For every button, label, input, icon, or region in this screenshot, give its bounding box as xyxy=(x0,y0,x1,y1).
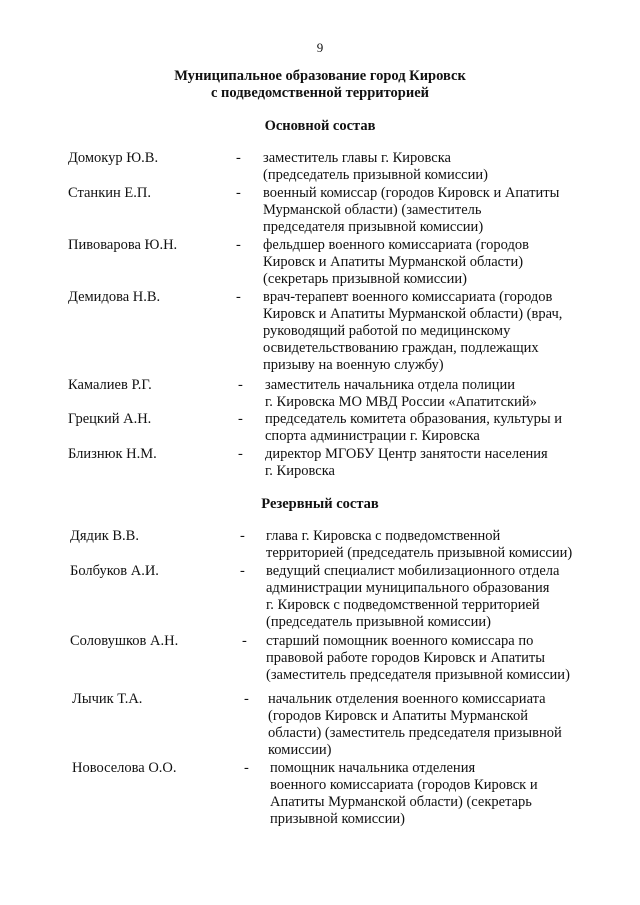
member-description-line: спорта администрации г. Кировска xyxy=(265,428,480,444)
member-description-line: (городов Кировск и Апатиты Мурманской xyxy=(268,708,528,724)
member-description-line: г. Кировска МО МВД России «Апатитский» xyxy=(265,394,537,410)
member-dash: - xyxy=(236,185,241,201)
member-name: Домокур Ю.В. xyxy=(68,150,159,166)
member-description-line: Кировск и Апатиты Мурманской области) xyxy=(263,254,524,270)
member-description-line: заместитель начальника отдела полиции xyxy=(265,377,516,393)
member-description-line: руководящий работой по медицинскому xyxy=(263,323,511,339)
member-description-line: (заместитель председателя призывной комиссии) xyxy=(266,667,570,683)
member-description-line: г. Кировска xyxy=(265,463,335,479)
member-description-line: Апатиты Мурманской области) (секретарь xyxy=(270,794,532,810)
member-description-line: г. Кировск с подведомственной территорией xyxy=(266,597,540,613)
member-description-line: (секретарь призывной комиссии) xyxy=(263,271,467,287)
document-title-line-1: Муниципальное образование город Кировск xyxy=(174,68,466,84)
section-heading-main: Основной состав xyxy=(264,118,376,134)
document-title-line-2: с подведомственной территорией xyxy=(210,85,430,101)
member-description-line: старший помощник военного комиссара по xyxy=(266,633,534,649)
member-description-line: Мурманской области) (заместитель xyxy=(263,202,482,218)
member-description-line: Кировск и Апатиты Мурманской области) (врач, xyxy=(263,306,563,322)
member-dash: - xyxy=(240,563,245,579)
member-description-line: комиссии) xyxy=(268,742,332,758)
member-description-line: ведущий специалист мобилизационного отдела xyxy=(266,563,560,579)
section-heading-reserve: Резервный состав xyxy=(261,496,379,512)
page-number: 9 xyxy=(316,40,324,55)
member-description-line: освидетельствованию граждан, подлежащих xyxy=(263,340,539,356)
member-description-line: территорией (председатель призывной комиссии) xyxy=(266,545,573,561)
member-dash: - xyxy=(240,528,245,544)
member-dash: - xyxy=(244,760,249,776)
member-description-line: глава г. Кировска с подведомственной xyxy=(266,528,501,544)
member-name: Грецкий А.Н. xyxy=(68,411,152,427)
member-name: Новоселова О.О. xyxy=(72,760,177,776)
member-name: Станкин Е.П. xyxy=(68,185,151,201)
member-description-line: начальник отделения военного комиссариата xyxy=(268,691,546,707)
member-description-line: военного комиссариата (городов Кировск и xyxy=(270,777,538,793)
member-name: Дядик В.В. xyxy=(70,528,139,544)
member-dash: - xyxy=(236,237,241,253)
member-description-line: военный комиссар (городов Кировск и Апатиты xyxy=(263,185,560,201)
member-dash: - xyxy=(238,377,243,393)
member-description-line: директор МГОБУ Центр занятости населения xyxy=(265,446,548,462)
member-name: Болбуков А.И. xyxy=(70,563,159,579)
member-description-line: (председатель призывной комиссии) xyxy=(266,614,491,630)
member-dash: - xyxy=(238,446,243,462)
member-description-line: (председатель призывной комиссии) xyxy=(263,167,488,183)
member-dash: - xyxy=(236,289,241,305)
member-description-line: председателя призывной комиссии) xyxy=(263,219,484,235)
member-dash: - xyxy=(238,411,243,427)
member-description-line: призыву на военную службу) xyxy=(263,357,444,373)
member-name: Демидова Н.В. xyxy=(68,289,161,305)
member-description-line: правовой работе городов Кировск и Апатиты xyxy=(266,650,546,666)
member-description-line: фельдшер военного комиссариата (городов xyxy=(263,237,529,253)
member-description-line: помощник начальника отделения xyxy=(270,760,476,776)
member-name: Камалиев Р.Г. xyxy=(68,377,152,393)
member-name: Соловушков А.Н. xyxy=(70,633,179,649)
member-description-line: области) (заместитель председателя призывной xyxy=(268,725,562,741)
member-name: Лычик Т.А. xyxy=(72,691,143,707)
member-description-line: администрации муниципального образования xyxy=(266,580,550,596)
member-description-line: врач-терапевт военного комиссариата (городов xyxy=(263,289,553,305)
member-description-line: председатель комитета образования, культуры и xyxy=(265,411,562,427)
member-name: Пивоварова Ю.Н. xyxy=(68,237,178,253)
member-dash: - xyxy=(236,150,241,166)
member-name: Близнюк Н.М. xyxy=(68,446,157,462)
member-dash: - xyxy=(244,691,249,707)
member-description-line: заместитель главы г. Кировска xyxy=(263,150,451,166)
member-description-line: призывной комиссии) xyxy=(270,811,405,827)
member-dash: - xyxy=(242,633,247,649)
